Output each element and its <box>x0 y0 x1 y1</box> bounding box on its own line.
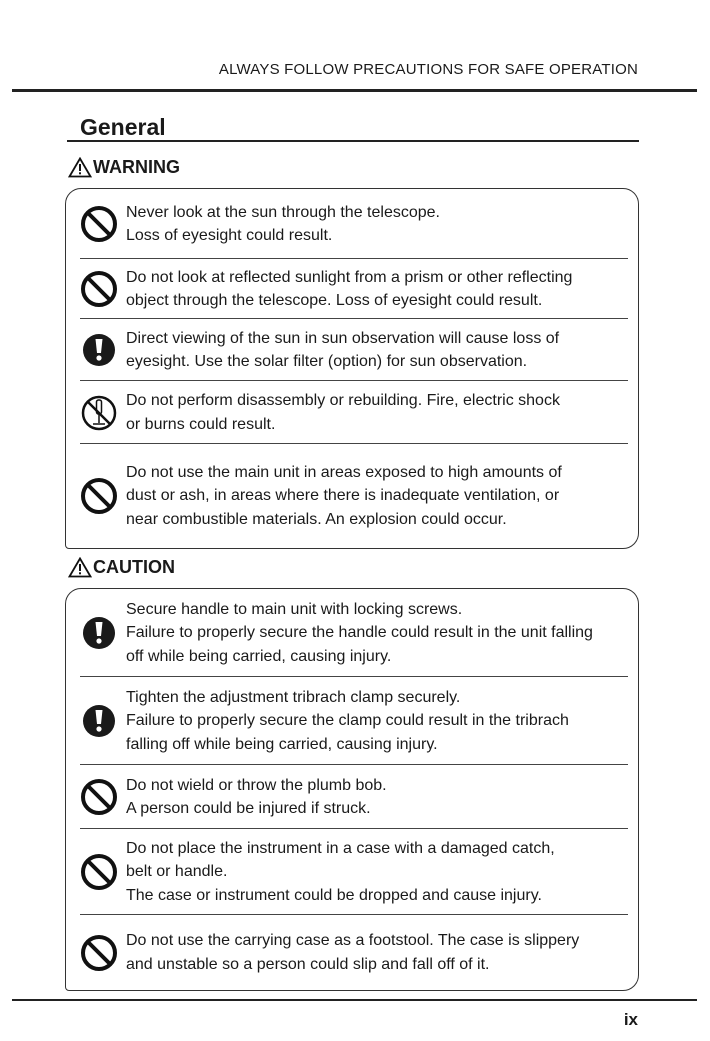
caution-label: CAUTION <box>93 557 175 577</box>
text-line: The case or instrument could be dropped and cause injury. <box>126 886 542 904</box>
warning-item <box>66 444 638 548</box>
caution-item <box>66 589 638 677</box>
text-line: Direct viewing of the sun in sun observation will cause loss of <box>126 329 560 347</box>
no-disassembly-icon <box>80 394 118 432</box>
page-number: ix <box>623 1010 638 1029</box>
text-line: off while being carried, causing injury. <box>126 647 392 665</box>
item-text <box>126 201 630 248</box>
item-text <box>126 686 630 757</box>
text-line: Tighten the adjustment tribrach clamp securely. <box>126 688 461 706</box>
text-line: Do not perform disassembly or rebuilding. Fire, electric shock <box>126 392 560 409</box>
footer-rule <box>12 999 697 1001</box>
prohibition-icon <box>80 477 118 515</box>
warning-triangle-icon <box>68 557 92 578</box>
text-line: Do not use the main unit in areas exposed to high amounts of <box>126 463 562 481</box>
title-rule <box>67 140 639 142</box>
warning-box <box>65 188 639 549</box>
warning-item <box>66 319 638 381</box>
caution-item <box>66 765 638 829</box>
warning-item <box>66 189 638 259</box>
prohibition-icon <box>80 778 118 816</box>
prohibition-icon <box>80 205 118 243</box>
text-line: Never look at the sun through the telescope. <box>126 203 440 221</box>
text-line: or burns could result. <box>126 415 276 433</box>
mandatory-action-icon <box>80 614 118 652</box>
text-line: belt or handle. <box>126 863 228 881</box>
section-title: General <box>80 114 166 140</box>
prohibition-icon <box>80 853 118 891</box>
warning-triangle-icon <box>68 157 92 178</box>
caution-item <box>66 677 638 765</box>
text-line: Loss of eyesight could result. <box>126 227 333 244</box>
text-line: Do not place the instrument in a case with a damaged catch, <box>126 839 555 857</box>
text-line: Secure handle to main unit with locking screws. <box>126 600 463 618</box>
item-text <box>126 461 630 532</box>
item-text <box>126 929 630 976</box>
item-text <box>126 389 630 436</box>
caution-heading <box>68 557 175 578</box>
warning-heading <box>68 157 180 178</box>
text-line: eyesight. Use the solar filter (option) for sun observation. <box>126 353 528 370</box>
warning-item <box>66 381 638 444</box>
caution-item <box>66 829 638 915</box>
prohibition-icon <box>80 270 118 308</box>
text-line: Do not wield or throw the plumb bob. <box>126 776 387 794</box>
text-line: Failure to properly secure the clamp could result in the tribrach <box>126 712 569 730</box>
text-line: object through the telescope. Loss of eyesight could result. <box>126 292 543 309</box>
header-rule <box>12 89 697 92</box>
item-text <box>126 774 630 821</box>
item-text <box>126 327 630 374</box>
item-text <box>126 598 630 669</box>
text-line: and unstable so a person could slip and fall off of it. <box>126 955 490 973</box>
text-line: falling off while being carried, causing injury. <box>126 735 438 753</box>
item-text <box>126 266 630 313</box>
text-line: near combustible materials. An explosion could occur. <box>126 510 507 528</box>
caution-item <box>66 915 638 990</box>
prohibition-icon <box>80 934 118 972</box>
text-line: Failure to properly secure the handle could result in the unit falling <box>126 624 593 642</box>
text-line: dust or ash, in areas where there is inadequate ventilation, or <box>126 487 560 505</box>
warning-label: WARNING <box>93 157 180 177</box>
text-line: Do not use the carrying case as a footstool. The case is slippery <box>126 932 580 949</box>
running-header: ALWAYS FOLLOW PRECAUTIONS FOR SAFE OPERATION <box>218 61 638 78</box>
mandatory-action-icon <box>80 331 118 369</box>
mandatory-action-icon <box>80 702 118 740</box>
caution-box <box>65 588 639 991</box>
warning-item <box>66 259 638 319</box>
text-line: Do not look at reflected sunlight from a prism or other reflecting <box>126 268 573 286</box>
item-text <box>126 837 630 908</box>
text-line: A person could be injured if struck. <box>126 800 371 817</box>
